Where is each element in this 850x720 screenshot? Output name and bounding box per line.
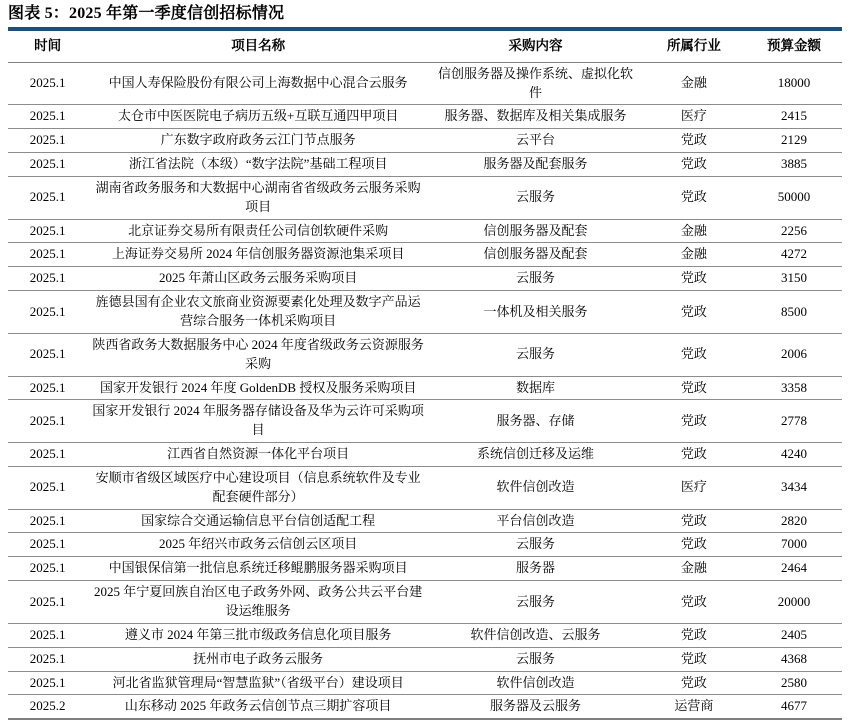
cell-project-name: 浙江省法院（本级）“数字法院”基础工程项目 [87,153,429,177]
cell-industry: 党政 [642,291,746,334]
column-header: 项目名称 [87,31,429,62]
table-row [8,267,842,291]
cell-project-name: 2025 年宁夏回族自治区电子政务外网、政务公共云平台建设运维服务 [87,581,429,624]
cell-budget-amount: 2006 [746,333,842,376]
cell-industry: 党政 [642,129,746,153]
cell-procurement-content: 云服务 [429,176,642,219]
table-row [8,671,842,695]
cell-budget-amount: 2129 [746,129,842,153]
cell-project-name: 中国人寿保险股份有限公司上海数据中心混合云服务 [87,62,429,105]
cell-industry: 党政 [642,376,746,400]
table-row [8,443,842,467]
cell-budget-amount: 50000 [746,176,842,219]
cell-date: 2025.1 [8,291,87,334]
cell-budget-amount: 2415 [746,105,842,129]
cell-project-name: 国家开发银行 2024 年服务器存储设备及华为云许可采购项目 [87,400,429,443]
cell-date: 2025.1 [8,176,87,219]
cell-date: 2025.1 [8,466,87,509]
cell-project-name: 上海证券交易所 2024 年信创服务器资源池集采项目 [87,243,429,267]
cell-project-name: 江西省自然资源一体化平台项目 [87,443,429,467]
cell-date: 2025.1 [8,153,87,177]
cell-industry: 党政 [642,671,746,695]
cell-industry: 党政 [642,533,746,557]
cell-industry: 党政 [642,443,746,467]
cell-date: 2025.1 [8,105,87,129]
cell-industry: 党政 [642,176,746,219]
cell-date: 2025.1 [8,333,87,376]
table-row [8,647,842,671]
cell-date: 2025.1 [8,243,87,267]
cell-procurement-content: 云服务 [429,581,642,624]
table-header-row [8,31,842,62]
table-row [8,219,842,243]
cell-procurement-content: 云服务 [429,533,642,557]
cell-date: 2025.1 [8,557,87,581]
table-row [8,291,842,334]
cell-budget-amount: 3434 [746,466,842,509]
table-row [8,333,842,376]
cell-procurement-content: 服务器及配套服务 [429,153,642,177]
cell-industry: 金融 [642,219,746,243]
column-header: 采购内容 [429,31,642,62]
cell-date: 2025.1 [8,62,87,105]
cell-procurement-content: 系统信创迁移及运维 [429,443,642,467]
cell-project-name: 抚州市电子政务云服务 [87,647,429,671]
cell-date: 2025.1 [8,533,87,557]
cell-budget-amount: 2778 [746,400,842,443]
cell-budget-amount: 4272 [746,243,842,267]
cell-procurement-content: 软件信创改造、云服务 [429,623,642,647]
cell-date: 2025.1 [8,647,87,671]
cell-budget-amount: 2464 [746,557,842,581]
cell-budget-amount: 18000 [746,62,842,105]
cell-date: 2025.1 [8,671,87,695]
cell-procurement-content: 云服务 [429,647,642,671]
page-title: 图表 5：2025 年第一季度信创招标情况 [8,5,285,22]
cell-budget-amount: 2256 [746,219,842,243]
cell-industry: 党政 [642,509,746,533]
column-header: 所属行业 [642,31,746,62]
column-header: 时间 [8,31,87,62]
cell-project-name: 2025 年萧山区政务云服务采购项目 [87,267,429,291]
cell-procurement-content: 数据库 [429,376,642,400]
table-row [8,623,842,647]
cell-procurement-content: 信创服务器及配套 [429,219,642,243]
table-row [8,243,842,267]
cell-industry: 金融 [642,557,746,581]
cell-budget-amount: 4677 [746,695,842,719]
cell-budget-amount: 7000 [746,533,842,557]
cell-procurement-content: 服务器、数据库及相关集成服务 [429,105,642,129]
table-header [8,31,842,62]
cell-procurement-content: 服务器 [429,557,642,581]
cell-date: 2025.1 [8,400,87,443]
column-header: 预算金额 [746,31,842,62]
cell-project-name: 2025 年绍兴市政务云信创云区项目 [87,533,429,557]
cell-budget-amount: 2405 [746,623,842,647]
cell-date: 2025.1 [8,581,87,624]
cell-procurement-content: 云服务 [429,333,642,376]
cell-date: 2025.1 [8,129,87,153]
cell-project-name: 广东数字政府政务云江门节点服务 [87,129,429,153]
bidding-table [8,31,842,720]
cell-date: 2025.1 [8,443,87,467]
cell-procurement-content: 云平台 [429,129,642,153]
table-row [8,533,842,557]
cell-industry: 党政 [642,647,746,671]
cell-date: 2025.1 [8,219,87,243]
cell-date: 2025.1 [8,623,87,647]
cell-industry: 党政 [642,153,746,177]
table-row [8,153,842,177]
cell-procurement-content: 软件信创改造 [429,671,642,695]
cell-industry: 党政 [642,267,746,291]
cell-procurement-content: 服务器及云服务 [429,695,642,719]
cell-project-name: 陕西省政务大数据服务中心 2024 年度省级政务云资源服务采购 [87,333,429,376]
table-row [8,105,842,129]
cell-project-name: 国家综合交通运输信息平台信创适配工程 [87,509,429,533]
cell-industry: 党政 [642,623,746,647]
cell-budget-amount: 3150 [746,267,842,291]
table-row [8,176,842,219]
cell-procurement-content: 信创服务器及配套 [429,243,642,267]
table-row [8,129,842,153]
table-row [8,376,842,400]
cell-project-name: 太仓市中医医院电子病历五级+互联互通四甲项目 [87,105,429,129]
cell-project-name: 山东移动 2025 年政务云信创节点三期扩容项目 [87,695,429,719]
cell-budget-amount: 4368 [746,647,842,671]
cell-industry: 党政 [642,333,746,376]
cell-budget-amount: 2580 [746,671,842,695]
cell-procurement-content: 平台信创改造 [429,509,642,533]
cell-project-name: 河北省监狱管理局“智慧监狱”（省级平台）建设项目 [87,671,429,695]
table-body [8,62,842,719]
cell-project-name: 中国银保信第一批信息系统迁移鲲鹏服务器采购项目 [87,557,429,581]
cell-project-name: 旌德县国有企业农文旅商业资源要素化处理及数字产品运营综合服务一体机采购项目 [87,291,429,334]
cell-industry: 医疗 [642,466,746,509]
cell-project-name: 遵义市 2024 年第三批市级政务信息化项目服务 [87,623,429,647]
cell-industry: 党政 [642,400,746,443]
cell-date: 2025.2 [8,695,87,719]
cell-industry: 金融 [642,62,746,105]
cell-project-name: 湖南省政务服务和大数据中心湖南省省级政务云服务采购项目 [87,176,429,219]
cell-project-name: 北京证券交易所有限责任公司信创软硬件采购 [87,219,429,243]
cell-procurement-content: 服务器、存储 [429,400,642,443]
table-row [8,557,842,581]
cell-date: 2025.1 [8,509,87,533]
cell-budget-amount: 2820 [746,509,842,533]
cell-industry: 金融 [642,243,746,267]
table-row [8,466,842,509]
table-row [8,695,842,719]
cell-date: 2025.1 [8,267,87,291]
cell-procurement-content: 软件信创改造 [429,466,642,509]
table-row [8,400,842,443]
cell-budget-amount: 8500 [746,291,842,334]
cell-budget-amount: 4240 [746,443,842,467]
cell-industry: 医疗 [642,105,746,129]
cell-industry: 运营商 [642,695,746,719]
cell-budget-amount: 3358 [746,376,842,400]
cell-procurement-content: 信创服务器及操作系统、虚拟化软件 [429,62,642,105]
cell-project-name: 国家开发银行 2024 年度 GoldenDB 授权及服务采购项目 [87,376,429,400]
cell-budget-amount: 3885 [746,153,842,177]
table-row [8,509,842,533]
table-row [8,581,842,624]
cell-date: 2025.1 [8,376,87,400]
cell-industry: 党政 [642,581,746,624]
table-row [8,62,842,105]
cell-procurement-content: 云服务 [429,267,642,291]
cell-budget-amount: 20000 [746,581,842,624]
cell-procurement-content: 一体机及相关服务 [429,291,642,334]
cell-project-name: 安顺市省级区域医疗中心建设项目（信息系统软件及专业配套硬件部分） [87,466,429,509]
